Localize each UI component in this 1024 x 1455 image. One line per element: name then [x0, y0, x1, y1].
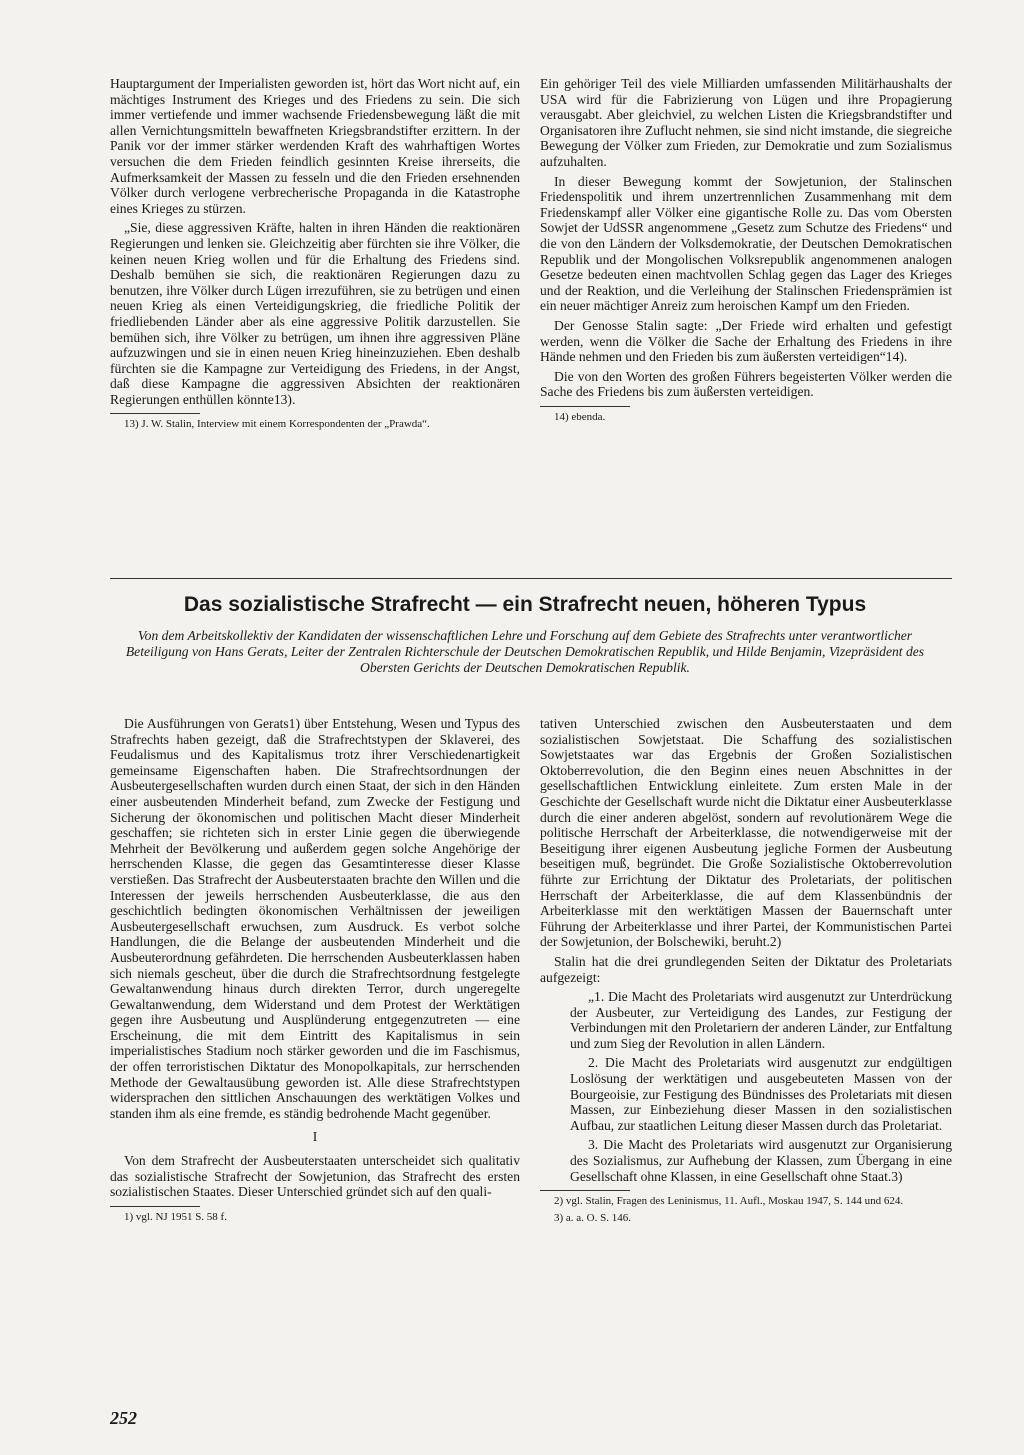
footnote: 14) ebenda.	[554, 410, 606, 423]
paragraph: Der Genosse Stalin sagte: „Der Friede wird erhalten und gefestigt werden, wenn die Völker die Sache der Erhaltung des Friedens in ihre Hände nehmen und den Frieden bis zum äußersten verteidigen“14).	[540, 317, 952, 365]
section-heading: I	[312, 1129, 318, 1145]
top-right-column	[540, 76, 952, 427]
paragraph: In dieser Bewegung kommt der Sowjetunion, der Stalinschen Friedenspolitik und ihrem unzertrennlichen Zusammenhang mit dem Friedenskampf aller Völker eine gigantische Rolle zu. Das vom Obersten Sowjet der UdSSR angenommene „Gesetz zum Schutze des Friedens“ und die von den Ländern der Volksdemokratie, der Deutschen Demokratischen Republik und der Mongolischen Volksrepublik angenommenen analogen Gesetze bedeuten einen machtvollen Schlag gegen das Lager des Krieges und der Reaktion, und die Verleihung der Stalinschen Friedensprämien ist ein neuer mächtiger Anreiz zum heroischen Kampf um den Frieden.	[540, 173, 952, 314]
article-title: Das sozialistische Strafrecht — ein Strafrecht neuen, höheren Typus	[183, 593, 867, 616]
quote-item: 3. Die Macht des Proletariats wird ausgenutzt zur Organisierung des Sozialismus, zur Aufhebung der Klassen, zum Übergang in eine Gesellschaft ohne Klassen, in eine Gesellschaft ohne Staat.3)	[570, 1137, 952, 1184]
footnote-rule	[540, 406, 630, 407]
footnote: 3) a. a. O. S. 146.	[554, 1211, 631, 1224]
footnote-rule	[110, 413, 200, 414]
footnote-rule	[540, 1190, 630, 1191]
paragraph: Von dem Strafrecht der Ausbeuterstaaten unterscheidet sich qualitativ das sozialistische Strafrecht der Sowjetunion, das Strafrecht des ersten sozialistischen Staates. Dieser Unterschied gründet sich auf den quali-	[110, 1153, 520, 1200]
article-byline: Von dem Arbeitskollektiv der Kandidaten der wissenschaftlichen Lehre und Forschung auf dem Gebiete des Strafrechts unter verantwortlicher Beteiligung von Hans Gerats, Leiter der Zentralen Richterschule der Deutschen Demokratischen Republik, und Hilde Benjamin, Vizepräsident des Obersten Gerichts der Deutschen Demokratischen Republik.	[125, 628, 925, 675]
quote-item: „1. Die Macht des Proletariats wird ausgenutzt zur Unterdrückung der Ausbeuter, zur Verteidigung des Landes, zur Festigung der Verbindungen mit den Proletariern der anderen Länder, zur Entfaltung und zum Sieg der Revolution in allen Ländern.	[570, 989, 952, 1051]
paragraph: tativen Unterschied zwischen den Ausbeuterstaaten und dem sozialistischen Sowjetstaat. Die Schaffung des sozialistischen Sowjetstaates war das Ergebnis der Großen Sozialistischen Oktoberrevolution, die den Beginn eines neuen Abschnittes in der gesellschaftlichen Entwicklung einleitete. Zum ersten Male in der Geschichte der Gesellschaft wurde nicht die Diktatur einer Ausbeuterklasse durch die einer anderen abgelöst, sondern auf revolutionärem Wege die politische Herrschaft der Arbeiterklasse, die notwendigerweise mit der Beseitigung ihrer eigenen Ausbeutung jegliche Formen der Ausbeutung beseitigen muß, begründet. Die Große Sozialistische Oktoberrevolution führte zur Errichtung der Diktatur des Proletariats, der politischen Herrschaft der Arbeiterklasse, die auf dem Klassenbündnis der Arbeiterklasse mit den werktätigen Massen der Bauernschaft unter Führung der Arbeiterklasse und ihrer Partei, der Kommunistischen Partei der Sowjetunion, der Bolschewiki, beruht.2)	[540, 716, 952, 950]
article-right-column	[540, 716, 952, 1228]
paragraph: Hauptargument der Imperialisten geworden ist, hört das Wort nicht auf, ein mächtiges Instrument des Krieges und des Friedens zu sein. Die sich immer vertiefende und immer wachsende Friedensbewegung läßt die mit allen Vernichtungsmitteln bewaffneten Kriegsbrandstifter erzittern. In der Panik vor der immer stärker werdenden Kraft des wahrhaftigen Wortes versuchen die dem Frieden feindlich gesinnten Kreise ihrerseits, die Aufmerksamkeit der Massen zu fesseln und die den Frieden ersehnenden Völker durch verlogene verbrecherische Propaganda in die Katastrophe eines Krieges zu stürzen.	[110, 76, 520, 216]
top-left-column	[110, 76, 520, 435]
footnote: 1) vgl. NJ 1951 S. 58 f.	[124, 1210, 227, 1223]
paragraph: Stalin hat die drei grundlegenden Seiten der Diktatur des Proletariats aufgezeigt:	[540, 953, 952, 985]
footnote: 13) J. W. Stalin, Interview mit einem Korrespondenten der „Prawda“.	[124, 418, 430, 431]
paragraph: Ein gehöriger Teil des viele Milliarden umfassenden Militärhaushalts der USA wird für die Fabrizierung von Lügen und ihre Propagierung verausgabt. Aber gleichviel, zu welchen Listen die Kriegsbrandstifter und Organisatoren ihre Zuflucht nehmen, sie sind nicht imstande, die siegreiche Bewegung der Völker zum Frieden, zur Demokratie und zum Sozialismus aufzuhalten.	[540, 76, 952, 169]
page-number: 252	[110, 1408, 137, 1428]
paragraph: Die Ausführungen von Gerats1) über Entstehung, Wesen und Typus des Strafrechts haben gezeigt, daß die Strafrechtstypen der Sklaverei, des Feudalismus und des Kapitalismus trotz ihrer Verschiedenartigkeit gemeinsame Eigenschaften haben. Die Strafrechtsordnungen der Ausbeutergesellschaften wurden durch einen Staat, der sich in den Händen einer ausbeutenden Minderheit befand, zum Zwecke der Festigung und Sicherung der ökonomischen und politischen Macht dieser Minderheit geschaffen; sie richteten sich in erster Linie gegen die überwiegende Mehrheit der Bevölkerung und außerdem gegen solche Angehörige der herrschenden Klasse, die gegen das Gesamtinteresse dieser Klasse verstießen. Das Strafrecht der Ausbeuterstaaten brachte den Willen und die Interessen der jeweils herrschenden Ausbeuterklasse, die aus den geschichtlich bedingten ökonomischen Verhältnissen der jeweiligen Ausbeutergesellschaft erwuchsen, zum Ausdruck. Es verbot solche Handlungen, die die Belange der ausbeutenden Minderheit und die Ausbeuterordnung gefährdeten. Die herrschenden Ausbeuterklassen haben sich niemals gescheut, über die durch die Strafrechtsordnung festgelegte Gewaltanwendung hinaus durch direkten Terror, durch ungeregelte Gewaltanwendung, dem Widerstand und dem Protest der Werktätigen gegen ihre Ausbeutung und Ausplünderung entgegenzutreten — eine Erscheinung, die mit dem Eintritt des Kapitalismus in sein imperialistisches Stadium noch stärker geworden und die im Faschismus, der offen terroristischen Diktatur des Monopolkapitals, zur herrschenden Methode der Gewaltausübung geworden ist. Alle diese Strafrechtstypen widersprachen den sittlichen Anschauungen des werktätigen Volkes und standen ihm als eine fremde, es ständig bedrohende Macht gegenüber.	[110, 716, 520, 1121]
footnote: 2) vgl. Stalin, Fragen des Leninismus, 11. Aufl., Moskau 1947, S. 144 und 624.	[554, 1195, 904, 1208]
paragraph: Die von den Worten des großen Führers begeisterten Völker werden die Sache des Friedens bis zum äußersten verteidigen.	[540, 368, 952, 400]
quote-item: 2. Die Macht des Proletariats wird ausgenutzt zur endgültigen Loslösung der werktätigen und ausgebeuteten Massen von der Bourgeoisie, zur Festigung des Bündnisses des Proletariats mit diesen Massen, zur Einbeziehung dieser Massen in den sozialistischen Aufbau, zur staatlichen Leitung dieser Massen durch das Proletariat.	[570, 1055, 952, 1133]
paragraph: „Sie, diese aggressiven Kräfte, halten in ihren Händen die reaktionären Regierungen und lenken sie. Gleichzeitig aber fürchten sie ihre Völker, die keinen neuen Krieg wollen und für die Erhaltung des Friedens sind. Deshalb bemühen sie sich, die reaktionären Regierungen dazu zu benutzen, ihre Völker durch Lügen irrezuführen, sie zu betrügen und einen neuen Krieg als einen Verteidigungskrieg, die friedliche Politik der friedliebenden Länder aber als eine aggressive Politik darzustellen. Sie bemühen sich, ihre Völker zu betrügen, um ihnen ihre aggressiven Pläne aufzuzwingen und sie in einen neuen Krieg hineinzuziehen. Eben deshalb fürchten sie die Kampagne zur Verteidigung des Friedens, in der Angst, daß diese Kampagne die aggressiven Absichten der reaktionären Regierungen enthüllen könnte13).	[110, 220, 520, 407]
footnote-rule	[110, 1206, 200, 1207]
section-divider	[110, 578, 952, 579]
article-left-column	[110, 716, 520, 1227]
